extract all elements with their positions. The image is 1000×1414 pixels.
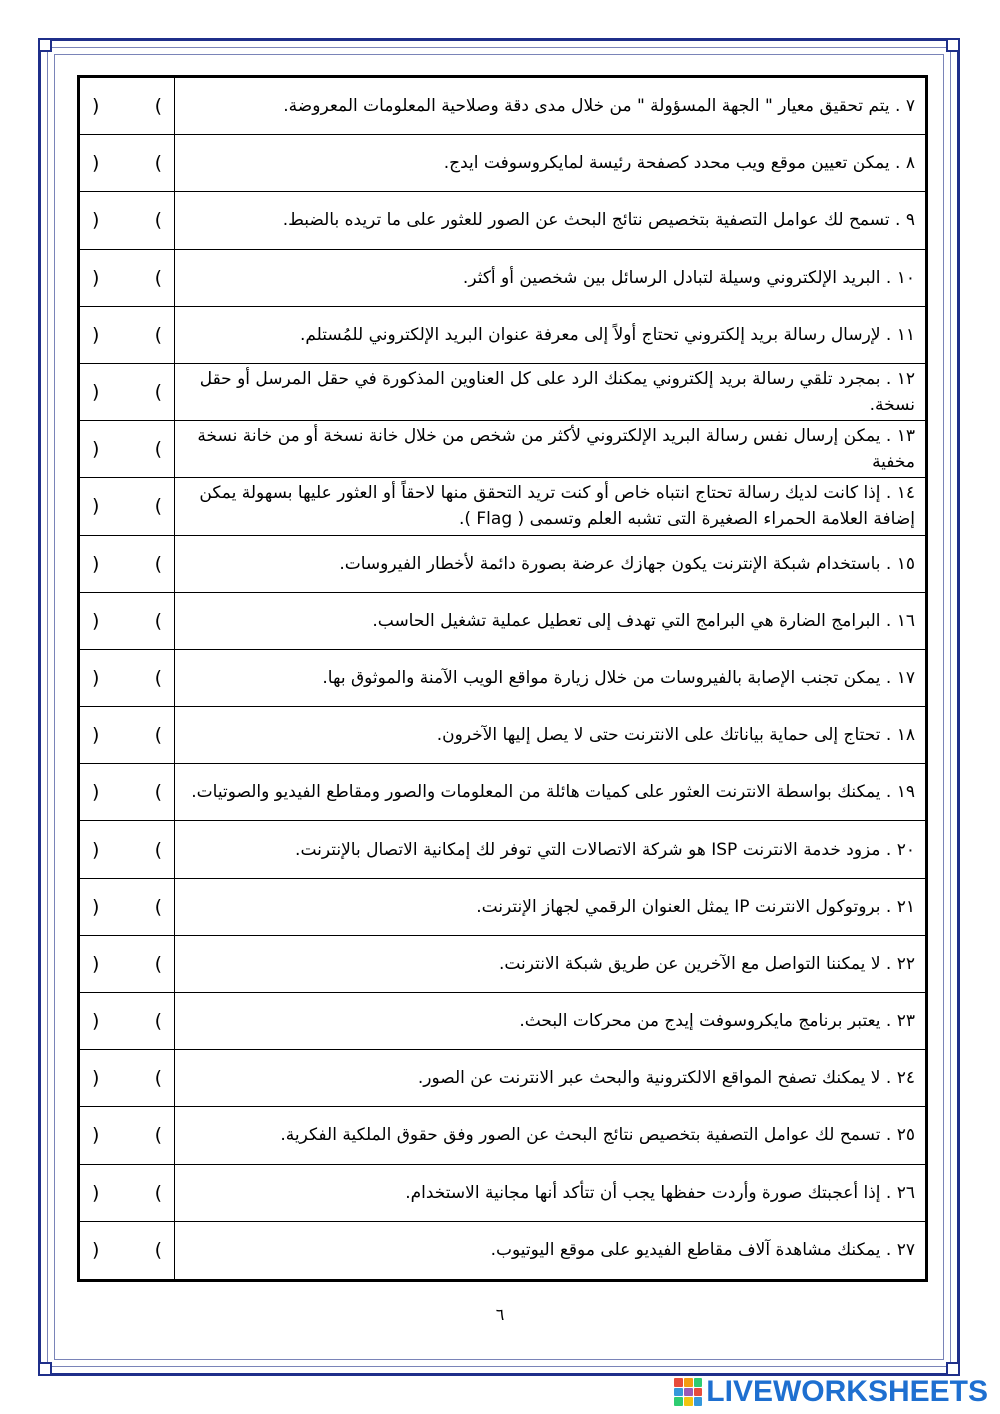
answer-box[interactable] <box>80 478 175 534</box>
question-number: ٩ <box>905 210 915 231</box>
question-row <box>80 536 925 593</box>
border-corner-ornament <box>946 38 960 52</box>
answer-box[interactable] <box>80 1222 175 1279</box>
answer-box[interactable] <box>80 192 175 248</box>
question-cell: ٢١ . بروتوكول الانترنت IP يمثل العنوان الرقمي لجهاز الإنترنت. <box>476 896 915 917</box>
answer-paren-open: ( <box>154 952 162 975</box>
question-row <box>80 650 925 707</box>
question-number: ٢٧ <box>896 1240 915 1261</box>
answer-box[interactable] <box>80 364 175 420</box>
answer-box[interactable] <box>80 879 175 935</box>
answer-paren-close: ) <box>92 552 100 575</box>
question-text: مزود خدمة الانترنت ISP هو شركة الاتصالات التي توفر لك إمكانية الاتصال بالإنترنت. <box>295 839 881 860</box>
question-number: ٢٢ <box>896 953 915 974</box>
question-text: لا يمكننا التواصل مع الآخرين عن طريق شبكة الانترنت. <box>498 953 881 974</box>
question-row <box>80 478 925 535</box>
answer-paren-open: ( <box>154 838 162 861</box>
answer-paren-open: ( <box>154 666 162 689</box>
question-number: ١١ <box>896 324 915 345</box>
question-text: بمجرد تلقي رسالة بريد إلكتروني يمكنك الرد على كل العناوين المذكورة في حقل المرسل أو حقل نسخة. <box>199 369 915 416</box>
question-number: ١٢ <box>896 369 915 390</box>
answer-paren-open: ( <box>154 381 162 404</box>
question-row <box>80 307 925 364</box>
question-cell: ٨ . يمكن تعيين موقع ويب محدد كصفحة رئيسة لمايكروسوفت ايدج. <box>443 153 915 174</box>
question-number: ١٨ <box>896 725 915 746</box>
question-text: يمكنك بواسطة الانترنت العثور على كميات هائلة من المعلومات والصور ومقاطع الفيديو والصوتيات. <box>191 782 881 803</box>
answer-paren-open: ( <box>154 266 162 289</box>
answer-paren-close: ) <box>92 1010 100 1033</box>
answer-paren-close: ) <box>92 152 100 175</box>
answer-paren-close: ) <box>92 1124 100 1147</box>
answer-paren-close: ) <box>92 95 100 118</box>
answer-paren-close: ) <box>92 609 100 632</box>
answer-paren-open: ( <box>154 152 162 175</box>
question-row <box>80 1222 925 1279</box>
answer-box[interactable] <box>80 1107 175 1163</box>
question-number: ٢٦ <box>896 1182 915 1203</box>
question-row <box>80 364 925 421</box>
answer-paren-close: ) <box>92 1239 100 1262</box>
question-cell: ١٢ . بمجرد تلقي رسالة بريد إلكتروني يمكنك الرد على كل العناوين المذكورة في حقل المرسل أو حقل نسخة. <box>199 369 915 416</box>
border-corner-ornament <box>38 1362 52 1376</box>
question-cell: ١٤ . إذا كانت لديك رسالة تحتاج انتباه خاص أو كنت تريد التحقق منها لاحقاً أو العثور عليها بسهولة يمكن إضافة العلامة الحمراء الصغيرة التى تشبه العلم وتسمى ( Flag ). <box>199 483 915 530</box>
answer-paren-open: ( <box>154 438 162 461</box>
question-cell: ١٩ . يمكنك بواسطة الانترنت العثور على كميات هائلة من المعلومات والصور ومقاطع الفيديو والصوتيات. <box>191 782 915 803</box>
question-cell: ١٠ . البريد الإلكتروني وسيلة لتبادل الرسائل بين شخصين أو أكثر. <box>462 267 915 288</box>
question-row <box>80 78 925 135</box>
question-number: ١٠ <box>896 267 915 288</box>
answer-box[interactable] <box>80 936 175 992</box>
answer-paren-open: ( <box>154 1124 162 1147</box>
answer-paren-close: ) <box>92 1181 100 1204</box>
question-cell: ٢٤ . لا يمكنك تصفح المواقع الالكترونية والبحث عبر الانترنت عن الصور. <box>417 1068 915 1089</box>
question-row <box>80 1050 925 1107</box>
answer-paren-close: ) <box>92 381 100 404</box>
answer-paren-close: ) <box>92 781 100 804</box>
question-number: ٨ <box>905 153 915 174</box>
question-row <box>80 821 925 878</box>
answer-box[interactable] <box>80 536 175 592</box>
question-text: يمكن إرسال نفس رسالة البريد الإلكتروني لأكثر من شخص من خلال خانة نسخة أو من خانة نسخة مخفية <box>197 426 915 473</box>
answer-paren-open: ( <box>154 1067 162 1090</box>
answer-box[interactable] <box>80 993 175 1049</box>
liveworksheets-brand <box>674 1375 988 1409</box>
question-number: ١٩ <box>896 782 915 803</box>
question-row <box>80 879 925 936</box>
answer-paren-open: ( <box>154 609 162 632</box>
answer-box[interactable] <box>80 421 175 477</box>
answer-box[interactable] <box>80 1165 175 1221</box>
answer-paren-close: ) <box>92 838 100 861</box>
answer-box[interactable] <box>80 135 175 191</box>
question-row <box>80 250 925 307</box>
question-text: يمكنك مشاهدة آلاف مقاطع الفيديو على موقع اليوتيوب. <box>490 1240 881 1261</box>
question-number: ١٦ <box>896 610 915 631</box>
question-cell: ٩ . تسمح لك عوامل التصفية بتخصيص نتائج البحث عن الصور للعثور على ما تريده بالضبط. <box>282 210 915 231</box>
question-text: تحتاج إلى حماية بياناتك على الانترنت حتى لا يصل إليها الآخرون. <box>436 725 881 746</box>
answer-box[interactable] <box>80 593 175 649</box>
question-row <box>80 936 925 993</box>
question-number: ٢١ <box>896 896 915 917</box>
question-text: لإرسال رسالة بريد إلكتروني تحتاج أولاً إلى معرفة عنوان البريد الإلكتروني للمُستلم. <box>299 324 881 345</box>
answer-paren-close: ) <box>92 209 100 232</box>
question-row <box>80 593 925 650</box>
answer-paren-open: ( <box>154 1181 162 1204</box>
question-row <box>80 192 925 249</box>
question-cell: ١٣ . يمكن إرسال نفس رسالة البريد الإلكتروني لأكثر من شخص من خلال خانة نسخة أو من خانة نسخة مخفية <box>197 426 915 473</box>
answer-paren-open: ( <box>154 895 162 918</box>
question-row <box>80 135 925 192</box>
question-text: إذا كانت لديك رسالة تحتاج انتباه خاص أو كنت تريد التحقق منها لاحقاً أو العثور عليها بسهولة يمكن إضافة العلامة الحمراء الصغيرة التى تشبه العلم وتسمى ( Flag ). <box>199 483 915 530</box>
answer-paren-open: ( <box>154 1010 162 1033</box>
question-cell: ٧ . يتم تحقيق معيار " الجهة المسؤولة " من خلال مدى دقة وصلاحية المعلومات المعروضة. <box>283 96 915 117</box>
page-number: ٦ <box>495 1305 505 1324</box>
answer-box[interactable] <box>80 650 175 706</box>
answer-box[interactable] <box>80 307 175 363</box>
question-number: ١٤ <box>896 483 915 504</box>
answer-paren-close: ) <box>92 438 100 461</box>
question-text: البرامج الضارة هي البرامج التي تهدف إلى تعطيل عملية تشغيل الحاسب. <box>372 610 881 631</box>
question-row <box>80 707 925 764</box>
question-number: ٧ <box>905 96 915 117</box>
question-text: يتم تحقيق معيار " الجهة المسؤولة " من خلال مدى دقة وصلاحية المعلومات المعروضة. <box>283 96 890 117</box>
question-text: لا يمكنك تصفح المواقع الالكترونية والبحث عبر الانترنت عن الصور. <box>417 1068 881 1089</box>
answer-paren-close: ) <box>92 495 100 518</box>
answer-box[interactable] <box>80 1050 175 1106</box>
question-cell: ١١ . لإرسال رسالة بريد إلكتروني تحتاج أولاً إلى معرفة عنوان البريد الإلكتروني للمُستلم. <box>299 324 915 345</box>
question-number: ٢٣ <box>896 1011 915 1032</box>
question-text: باستخدام شبكة الإنترنت يكون جهازك عرضة بصورة دائمة لأخطار الفيروسات. <box>339 553 881 574</box>
answer-paren-open: ( <box>154 495 162 518</box>
answer-paren-close: ) <box>92 952 100 975</box>
question-text: تسمح لك عوامل التصفية بتخصيص نتائج البحث عن الصور للعثور على ما تريده بالضبط. <box>282 210 890 231</box>
question-text: يعتبر برنامج مايكروسوفت إيدج من محركات البحث. <box>519 1011 881 1032</box>
question-cell: ٢٦ . إذا أعجبتك صورة وأردت حفظها يجب أن تتأكد أنها مجانية الاستخدام. <box>405 1182 915 1203</box>
answer-paren-close: ) <box>92 724 100 747</box>
question-number: ١٧ <box>896 667 915 688</box>
question-row <box>80 421 925 478</box>
answer-box[interactable] <box>80 78 175 134</box>
question-text: بروتوكول الانترنت IP يمثل العنوان الرقمي لجهاز الإنترنت. <box>476 896 881 917</box>
question-row <box>80 993 925 1050</box>
true-false-questions-table <box>77 75 928 1282</box>
question-cell: ١٦ . البرامج الضارة هي البرامج التي تهدف إلى تعطيل عملية تشغيل الحاسب. <box>372 610 915 631</box>
border-corner-ornament <box>946 1362 960 1376</box>
liveworksheets-logo-icon <box>674 1378 702 1406</box>
question-row <box>80 1165 925 1222</box>
answer-paren-close: ) <box>92 323 100 346</box>
answer-paren-open: ( <box>154 209 162 232</box>
question-row <box>80 1107 925 1164</box>
answer-paren-open: ( <box>154 1239 162 1262</box>
question-text: يمكن تعيين موقع ويب محدد كصفحة رئيسة لمايكروسوفت ايدج. <box>443 153 890 174</box>
question-number: ٢٤ <box>896 1068 915 1089</box>
answer-paren-close: ) <box>92 895 100 918</box>
answer-paren-open: ( <box>154 724 162 747</box>
question-cell: ٢٢ . لا يمكننا التواصل مع الآخرين عن طريق شبكة الانترنت. <box>498 953 915 974</box>
answer-paren-close: ) <box>92 1067 100 1090</box>
question-number: ٢٥ <box>896 1125 915 1146</box>
question-cell: ٢٥ . تسمح لك عوامل التصفية بتخصيص نتائج البحث عن الصور وفق حقوق الملكية الفكرية. <box>280 1125 915 1146</box>
question-text: يمكن تجنب الإصابة بالفيروسات من خلال زيارة مواقع الويب الآمنة والموثوق بها. <box>322 667 881 688</box>
answer-paren-open: ( <box>154 323 162 346</box>
answer-paren-open: ( <box>154 95 162 118</box>
question-cell: ٢٧ . يمكنك مشاهدة آلاف مقاطع الفيديو على موقع اليوتيوب. <box>490 1240 915 1261</box>
answer-box[interactable] <box>80 821 175 877</box>
question-number: ١٥ <box>896 553 915 574</box>
question-cell: ١٨ . تحتاج إلى حماية بياناتك على الانترنت حتى لا يصل إليها الآخرون. <box>436 725 915 746</box>
border-corner-ornament <box>38 38 52 52</box>
answer-paren-close: ) <box>92 666 100 689</box>
answer-box[interactable] <box>80 250 175 306</box>
question-text: تسمح لك عوامل التصفية بتخصيص نتائج البحث عن الصور وفق حقوق الملكية الفكرية. <box>280 1125 881 1146</box>
question-cell: ٢٠ . مزود خدمة الانترنت ISP هو شركة الاتصالات التي توفر لك إمكانية الاتصال بالإنترنت. <box>295 839 915 860</box>
brand-name: LIVEWORKSHEETS <box>706 1375 988 1408</box>
question-number: ٢٠ <box>896 839 915 860</box>
answer-box[interactable] <box>80 764 175 820</box>
question-cell: ١٥ . باستخدام شبكة الإنترنت يكون جهازك عرضة بصورة دائمة لأخطار الفيروسات. <box>339 553 915 574</box>
answer-paren-close: ) <box>92 266 100 289</box>
question-text: إذا أعجبتك صورة وأردت حفظها يجب أن تتأكد أنها مجانية الاستخدام. <box>405 1182 881 1203</box>
answer-paren-open: ( <box>154 781 162 804</box>
answer-paren-open: ( <box>154 552 162 575</box>
question-cell: ١٧ . يمكن تجنب الإصابة بالفيروسات من خلال زيارة مواقع الويب الآمنة والموثوق بها. <box>322 667 915 688</box>
question-row <box>80 764 925 821</box>
question-number: ١٣ <box>896 426 915 447</box>
answer-box[interactable] <box>80 707 175 763</box>
question-cell: ٢٣ . يعتبر برنامج مايكروسوفت إيدج من محركات البحث. <box>519 1011 915 1032</box>
question-text: البريد الإلكتروني وسيلة لتبادل الرسائل بين شخصين أو أكثر. <box>462 267 881 288</box>
